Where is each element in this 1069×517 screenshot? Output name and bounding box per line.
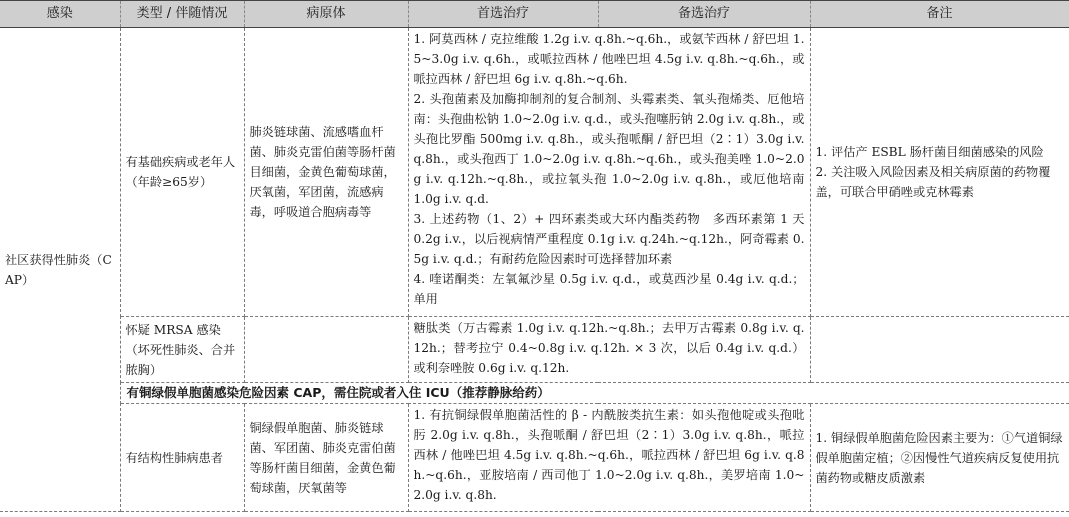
header-type: 类型 / 伴随情况 xyxy=(120,1,244,28)
table-row xyxy=(0,404,1069,512)
treatment-cell: 糖肽类（万古霉素 1.0g i.v. q.12h.~q.8h.；去甲万古霉素 0.8g i.v. q.12h.；替考拉宁 0.4~0.8g i.v. q.12h. × 3 次，以后 0.4g i.v. q.d.）或利奈唑胺 0.6g i.v. q.12h. xyxy=(408,317,810,383)
treatment-cell: 1. 有抗铜绿假单胞菌活性的 β - 内酰胺类抗生素：如头孢他啶或头孢吡肟 2.0g i.v. q.8h.，头孢哌酮 / 舒巴坦（2∶1）3.0g i.v. q.8h.，哌拉西林 / 他唑巴坦 4.5g i.v. q.8h.~q.6h.，哌拉西林 / 舒巴坦 6g i.v. q.8h.~q.6h.，亚胺培南 / 西司他丁 1.0~2.0g i.v. q.8h.，美罗培南 1.0~2.0g i.v. q.8h. xyxy=(408,404,810,512)
remark-cell xyxy=(810,28,1069,317)
header-infection: 感染 xyxy=(0,1,120,28)
header-row xyxy=(0,1,1069,28)
infection-cell: 社区获得性肺炎（CAP） xyxy=(0,28,120,512)
remark-cell: 1. 铜绿假单胞菌危险因素主要为：①气道铜绿假单胞菌定植；②因慢性气道疾病反复使用抗菌药物或糖皮质激素 xyxy=(810,404,1069,512)
header-first-choice: 首选治疗 xyxy=(408,1,598,28)
header-remarks: 备注 xyxy=(810,1,1069,28)
treatment-text: 1. 阿莫西林 / 克拉维酸 1.2g i.v. q.8h.~q.6h.，或氨苄西林 / 舒巴坦 1.5~3.0g i.v. q.6h.，或哌拉西林 / 他唑巴坦 4.5g i.v. q.8h.~q.6h.，或哌拉西林 / 舒巴坦 6g i.v. q.8h.~q.6h. 2. 头孢菌素及加酶抑制剂的复合制剂、头霉素类、氧头孢烯类、厄他培南：头孢曲松钠 1.0~2.0g i.v. q.d.，或头孢噻肟钠 2.0g i.v. q.8h.，或头孢比罗酯 500mg i.v. q.8h.，或头孢哌酮 / 舒巴坦（2∶1）3.0g i.v. q.8h.，或头孢西丁 1.0~2.0g i.v. q.8h.~q.6h.，或头孢美唑 1.0~2.0g i.v. q.12h.~q.8h.，或拉氧头孢 1.0~2.0g i.v. q.8h.，或厄他培南 1.0g i.v. q.d. 3. 上述药物（1、2）+ 四环素类或大环内酯类药物 多西环素第 1 天 0.2g i.v.，以后视病情严重程度 0.1g i.v. q.24h.~q.12h.，阿奇霉素 0.5g i.v. q.d.；有耐药危险因素时可选择替加环素 4. 喹诺酮类：左氧氟沙星 0.5g i.v. q.d.，或莫西沙星 0.4g i.v. q.d.；单用 xyxy=(413,32,805,306)
remark-cell xyxy=(810,317,1069,383)
type-cell: 怀疑 MRSA 感染（坏死性肺炎、合并脓胸） xyxy=(120,317,244,383)
table-row xyxy=(0,28,1069,317)
pathogen-cell xyxy=(244,317,408,383)
table-row xyxy=(0,317,1069,383)
header-pathogen: 病原体 xyxy=(244,1,408,28)
header-alternative: 备选治疗 xyxy=(598,1,810,28)
treatment-cell xyxy=(408,28,810,317)
pathogen-cell: 铜绿假单胞菌、肺炎链球菌、军团菌、肺炎克雷伯菌等肠杆菌目细菌，金黄色葡萄球菌，厌氧菌等 xyxy=(244,404,408,512)
pathogen-cell: 肺炎链球菌、流感嗜血杆菌、肺炎克雷伯菌等肠杆菌目细菌，金黄色葡萄球菌，厌氧菌，军团菌，流感病毒，呼吸道合胞病毒等 xyxy=(244,28,408,317)
subheader-row xyxy=(0,383,1069,404)
type-cell: 有基础疾病或老年人（年龄≥65岁） xyxy=(120,28,244,317)
subheader-text: 有铜绿假单胞菌感染危险因素 CAP，需住院或者入住 ICU（推荐静脉给药） xyxy=(120,383,1069,404)
remark-text: 1. 评估产 ESBL 肠杆菌目细菌感染的风险 2. 关注吸入风险因素及相关病原菌的药物覆盖，可联合甲硝唑或克林霉素 xyxy=(815,145,1051,199)
type-cell: 有结构性肺病患者 xyxy=(120,404,244,512)
